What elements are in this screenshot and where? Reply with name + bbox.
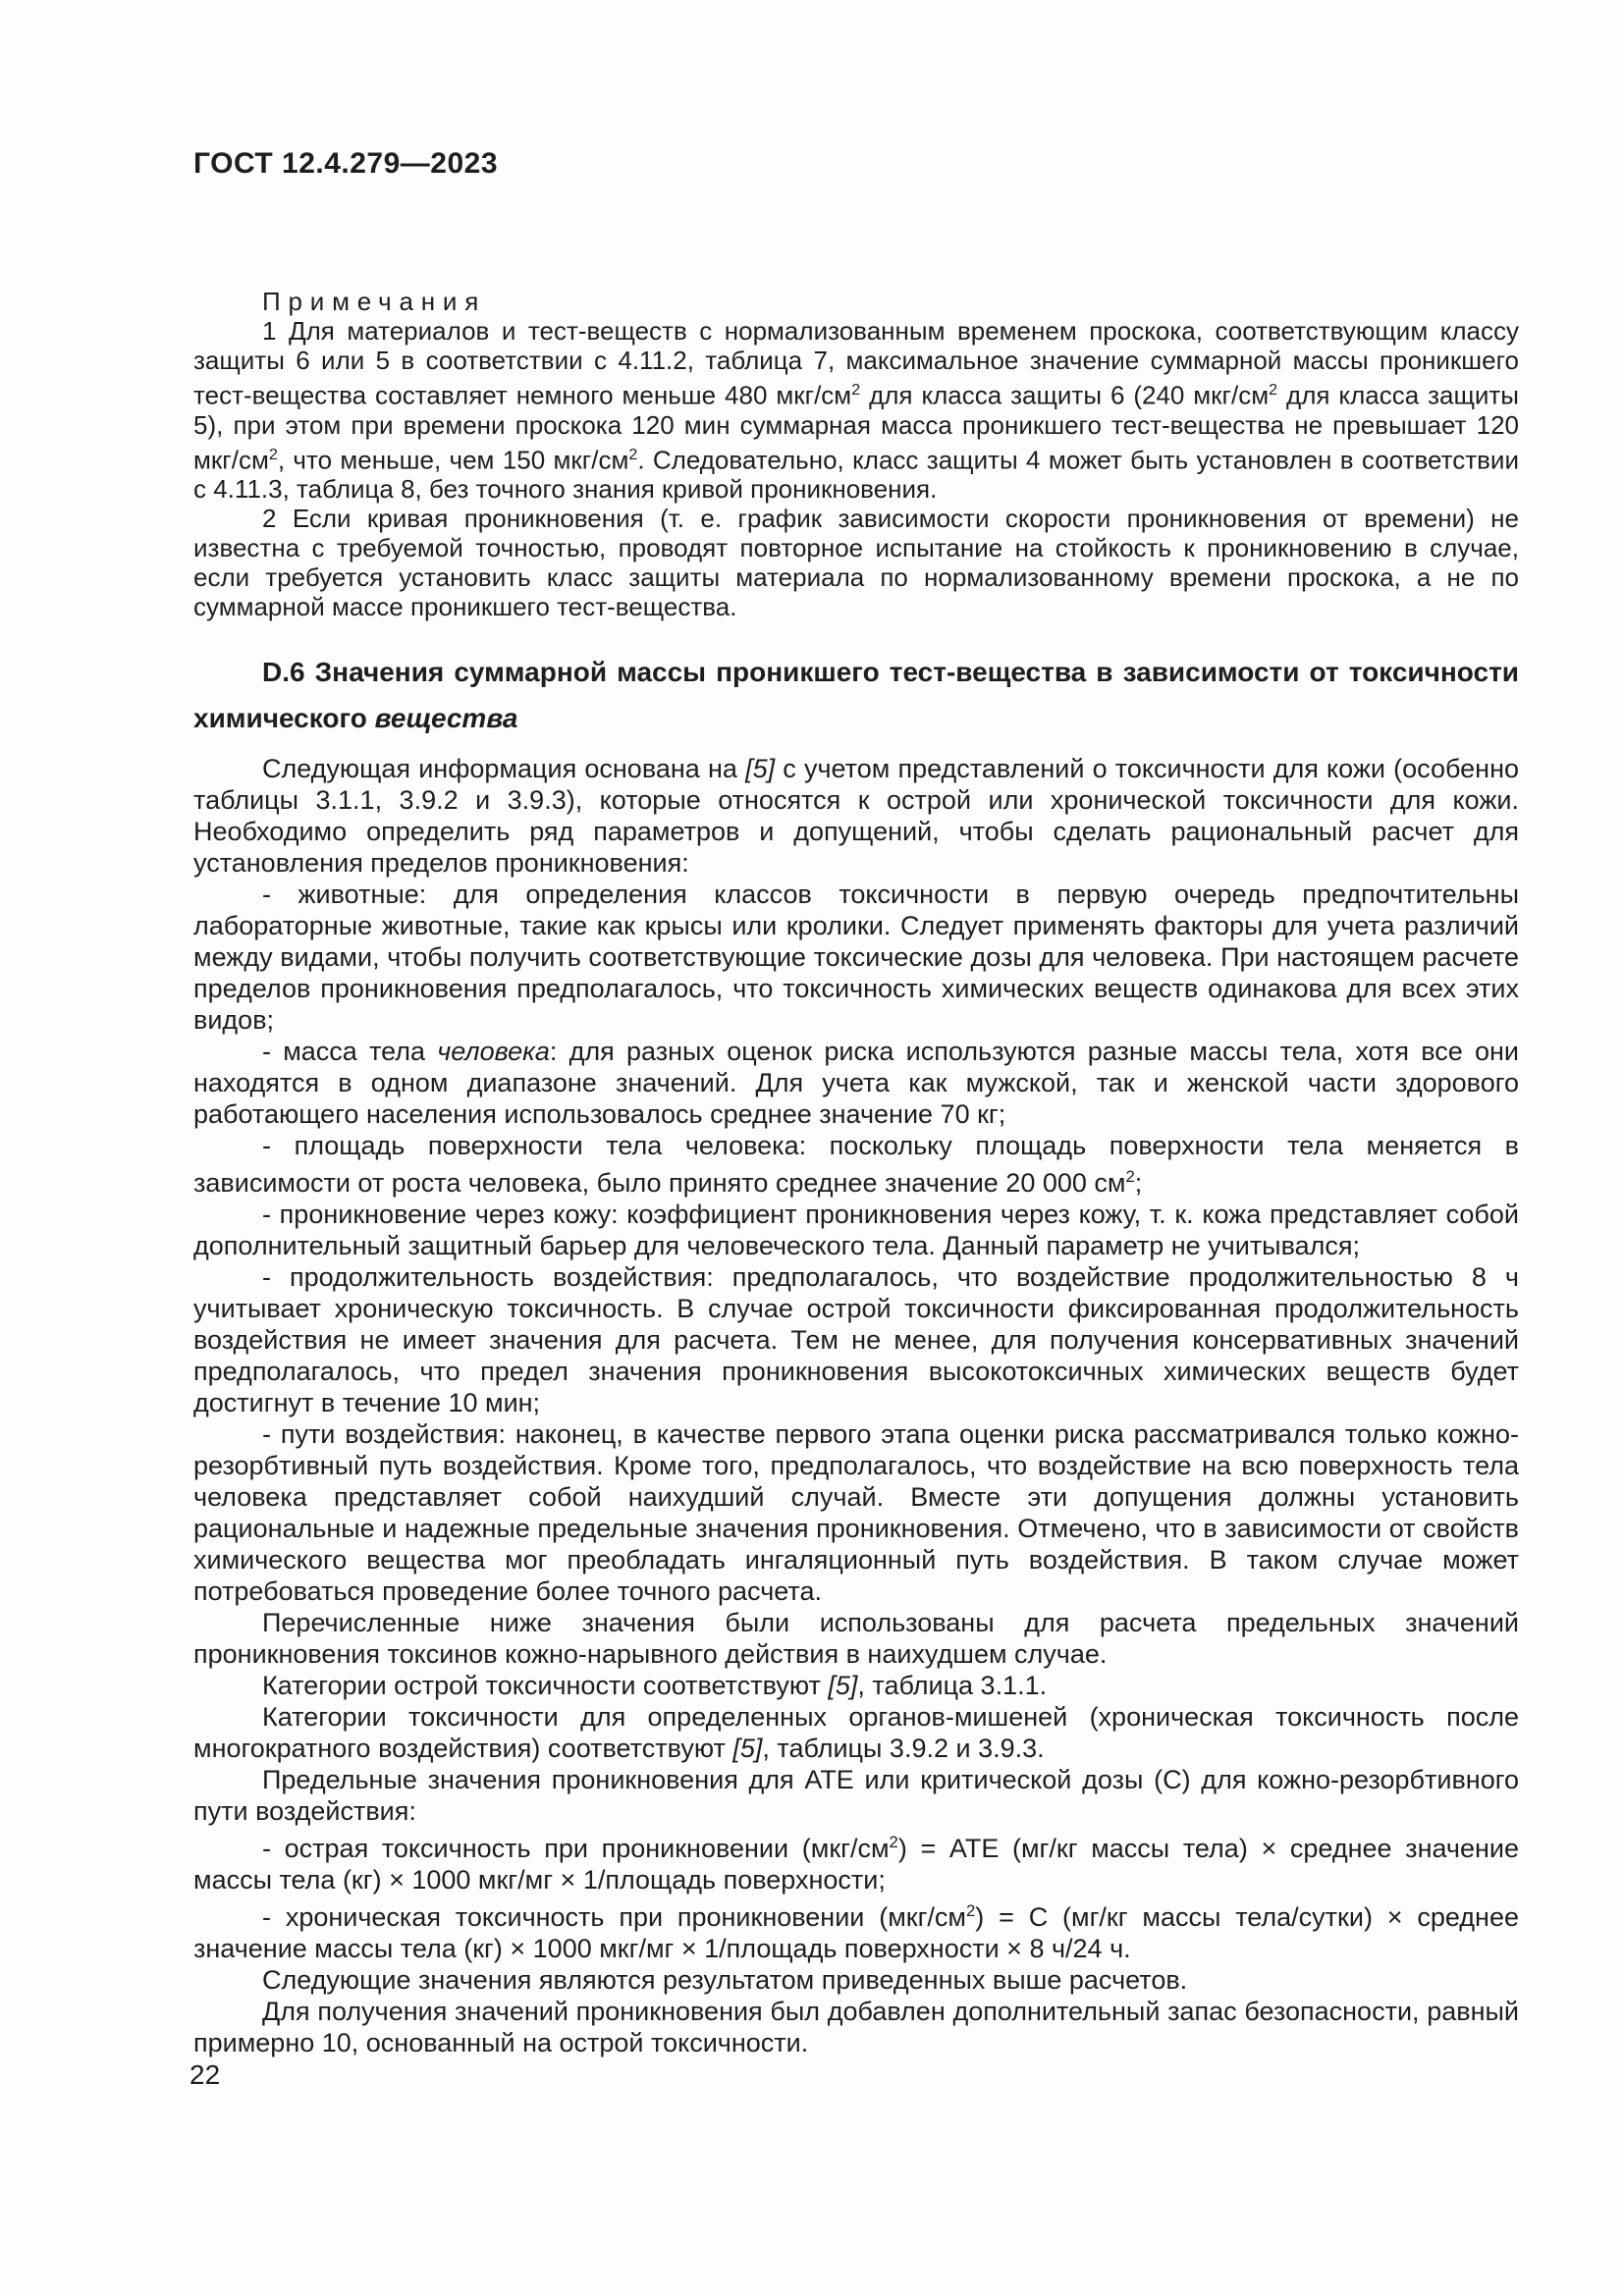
text-segment: , что меньше, чем 150 мкг/см	[277, 445, 629, 475]
text-segment: 2	[1269, 381, 1278, 399]
text-segment: Следующие значения являются результатом приведенных выше расчетов.	[262, 1965, 1188, 1996]
paragraph-target-organ-categories	[193, 1701, 1519, 1764]
document-content	[193, 287, 1519, 2058]
list-item-skin-penetration	[193, 1199, 1519, 1261]
text-segment: [5]	[732, 1734, 763, 1764]
paragraph-results	[193, 1964, 1519, 1996]
text-segment: Категории острой токсичности соответствуют	[262, 1671, 829, 1701]
text-segment: человека	[437, 1037, 550, 1067]
list-item-acute-formula	[193, 1827, 1519, 1896]
text-segment: ;	[1134, 1168, 1143, 1199]
text-segment: . Следовательно, класс защиты 4 может быть установлен в соответствии с 4.11.3, таблица 8, без точного знания кривой проникновения.	[193, 445, 1519, 505]
text-segment: - хроническая токсичность при проникновении (мкг/см	[262, 1902, 966, 1933]
text-segment: - продолжительность воздействия: предполагалось, что воздействие продолжительностью 8 ч учитывает хроническую токсичность. В случае острой токсичности фиксированная продолжительность воздействия не имеет значения для расчета. Тем не менее, для получения консервативных значений предполагалось, что предел значения проникновения высокотоксичных химических веществ будет достигнут в течение 10 мин;	[193, 1262, 1519, 1418]
text-segment: 2	[628, 445, 638, 463]
list-item-body-surface	[193, 1130, 1519, 1199]
text-segment: 1 Для материалов и тест-веществ с нормализованным временем проскока, соответствующим классу защиты 6 или 5 в соответствии с 4.11.2, таблица 7, максимальное значение суммарной массы проникшего тест-вещества составляет немного меньше 480 мкг/см	[193, 316, 1519, 410]
paragraph-limit-values-intro	[193, 1764, 1519, 1827]
text-segment: - животные: для определения классов токсичности в первую очередь предпочтительны лабораторные животные, такие как крысы или кролики. Следует применять факторы для учета различий между видами, чтобы получить соответствующие токсические дозы для человека. При настоящем расчете пределов проникновения предполагалось, что токсичность химических веществ одинакова для всех этих видов;	[193, 880, 1519, 1036]
paragraph-intro	[193, 753, 1519, 879]
text-segment: вещества	[374, 703, 518, 734]
text-segment: - пути воздействия: наконец, в качестве первого этапа оценки риска рассматривался только кожно-резорбтивный путь воздействия. Кроме того, предполагалось, что воздействие на всю поверхность тела человека представляет собой наихудший случай. Вместе эти допущения должны установить рациональные и надежные предельные значения проникновения. Отмечено, что в зависимости от свойств химического вещества мог преобладать ингаляционный путь воздействия. В таком случае может потребоваться проведение более точного расчета.	[193, 1419, 1519, 1607]
text-segment: для класса защиты 6 (240 мкг/см	[860, 380, 1270, 410]
list-item-exposure-duration	[193, 1261, 1519, 1418]
text-segment: Примечания	[262, 287, 487, 316]
text-segment: для класса защиты 5), при этом при времени проскока 120 мин суммарная масса проникшего тест-вещества не превышает 120 мкг/см	[193, 380, 1519, 475]
text-segment: 2	[268, 445, 278, 463]
text-segment: 2	[851, 381, 861, 399]
note-1	[193, 316, 1519, 504]
text-segment: - площадь поверхности тела человека: поскольку площадь поверхности тела меняется в зависимости от роста человека, было принято среднее значение 20 000 см	[193, 1131, 1519, 1199]
text-segment: 2	[965, 1901, 976, 1921]
text-segment: Следующая информация основана на	[262, 754, 746, 784]
list-item-chronic-formula	[193, 1896, 1519, 1964]
text-segment: ) = С (мг/кг массы тела/сутки) × среднее значение массы тела (кг) × 1000 мкг/мг × 1/площадь поверхности × 8 ч/24 ч.	[193, 1902, 1519, 1964]
text-segment: - масса тела	[262, 1037, 438, 1067]
text-segment: D.6 Значения суммарной массы проникшего тест-вещества в зависимости от токсичности химического	[193, 657, 1519, 734]
notes-label	[193, 287, 1519, 316]
list-item-body-mass	[193, 1036, 1519, 1130]
text-segment: Предельные значения проникновения для АТЕ или критической дозы (С) для кожно-резорбтивного пути воздействия:	[193, 1765, 1519, 1827]
text-segment: Категории токсичности для определенных органов-мишеней (хроническая токсичность после многократного воздействия) соответствуют	[193, 1702, 1519, 1764]
text-segment: : для разных оценок риска используются разные массы тела, хотя все они находятся в одном диапазоне значений. Для учета как мужской, так и женской части здорового работающего населения использовалось среднее значение 70 кг;	[193, 1037, 1519, 1130]
list-item-exposure-routes	[193, 1418, 1519, 1607]
text-segment: - острая токсичность при проникновении (мкг/см	[262, 1834, 890, 1864]
standard-code: ГОСТ 12.4.279—2023	[193, 147, 499, 180]
text-segment: 2	[889, 1833, 898, 1852]
text-segment: , таблица 3.1.1.	[857, 1671, 1048, 1701]
paragraph-listed-values	[193, 1607, 1519, 1670]
text-segment: [5]	[745, 754, 776, 784]
text-segment: Для получения значений проникновения был добавлен дополнительный запас безопасности, равный примерно 10, основанный на острой токсичности.	[193, 1997, 1519, 2058]
document-header	[193, 147, 498, 181]
paragraph-safety-margin	[193, 1996, 1519, 2058]
text-segment: с учетом представлений о токсичности для кожи (особенно таблицы 3.1.1, 3.9.2 и 3.9.3), которые относятся к острой или хронической токсичности для кожи. Необходимо определить ряд параметров и допущений, чтобы сделать рациональный расчет для установления пределов проникновения:	[193, 754, 1519, 879]
text-segment: 2 Если кривая проникновения (т. е. график зависимости скорости проникновения от времени) не известна с требуемой точностью, проводят повторное испытание на стойкость к проникновению в случае, если требуется установить класс защиты материала по нормализованному времени проскока, а не по суммарной массе проникшего тест-вещества.	[193, 504, 1519, 622]
text-segment: 2	[1125, 1167, 1135, 1187]
note-2	[193, 504, 1519, 621]
page-number: 22	[189, 2059, 221, 2090]
text-segment: - проникновение через кожу: коэффициент проникновения через кожу, т. к. кожа представляет собой дополнительный защитный барьер для человеческого тела. Данный параметр не учитывался;	[193, 1200, 1519, 1261]
paragraph-acute-categories	[193, 1670, 1519, 1701]
text-segment: ) = АТЕ (мг/кг массы тела) × среднее значение массы тела (кг) × 1000 мкг/мг × 1/площадь поверхности;	[193, 1834, 1519, 1896]
text-segment: [5]	[828, 1671, 858, 1701]
section-heading-d6	[193, 649, 1519, 741]
text-segment: Перечисленные ниже значения были использованы для расчета предельных значений проникновения токсинов кожно-нарывного действия в наихудшем случае.	[193, 1608, 1519, 1670]
list-item-animals	[193, 879, 1519, 1036]
text-segment: , таблицы 3.9.2 и 3.9.3.	[762, 1734, 1045, 1764]
